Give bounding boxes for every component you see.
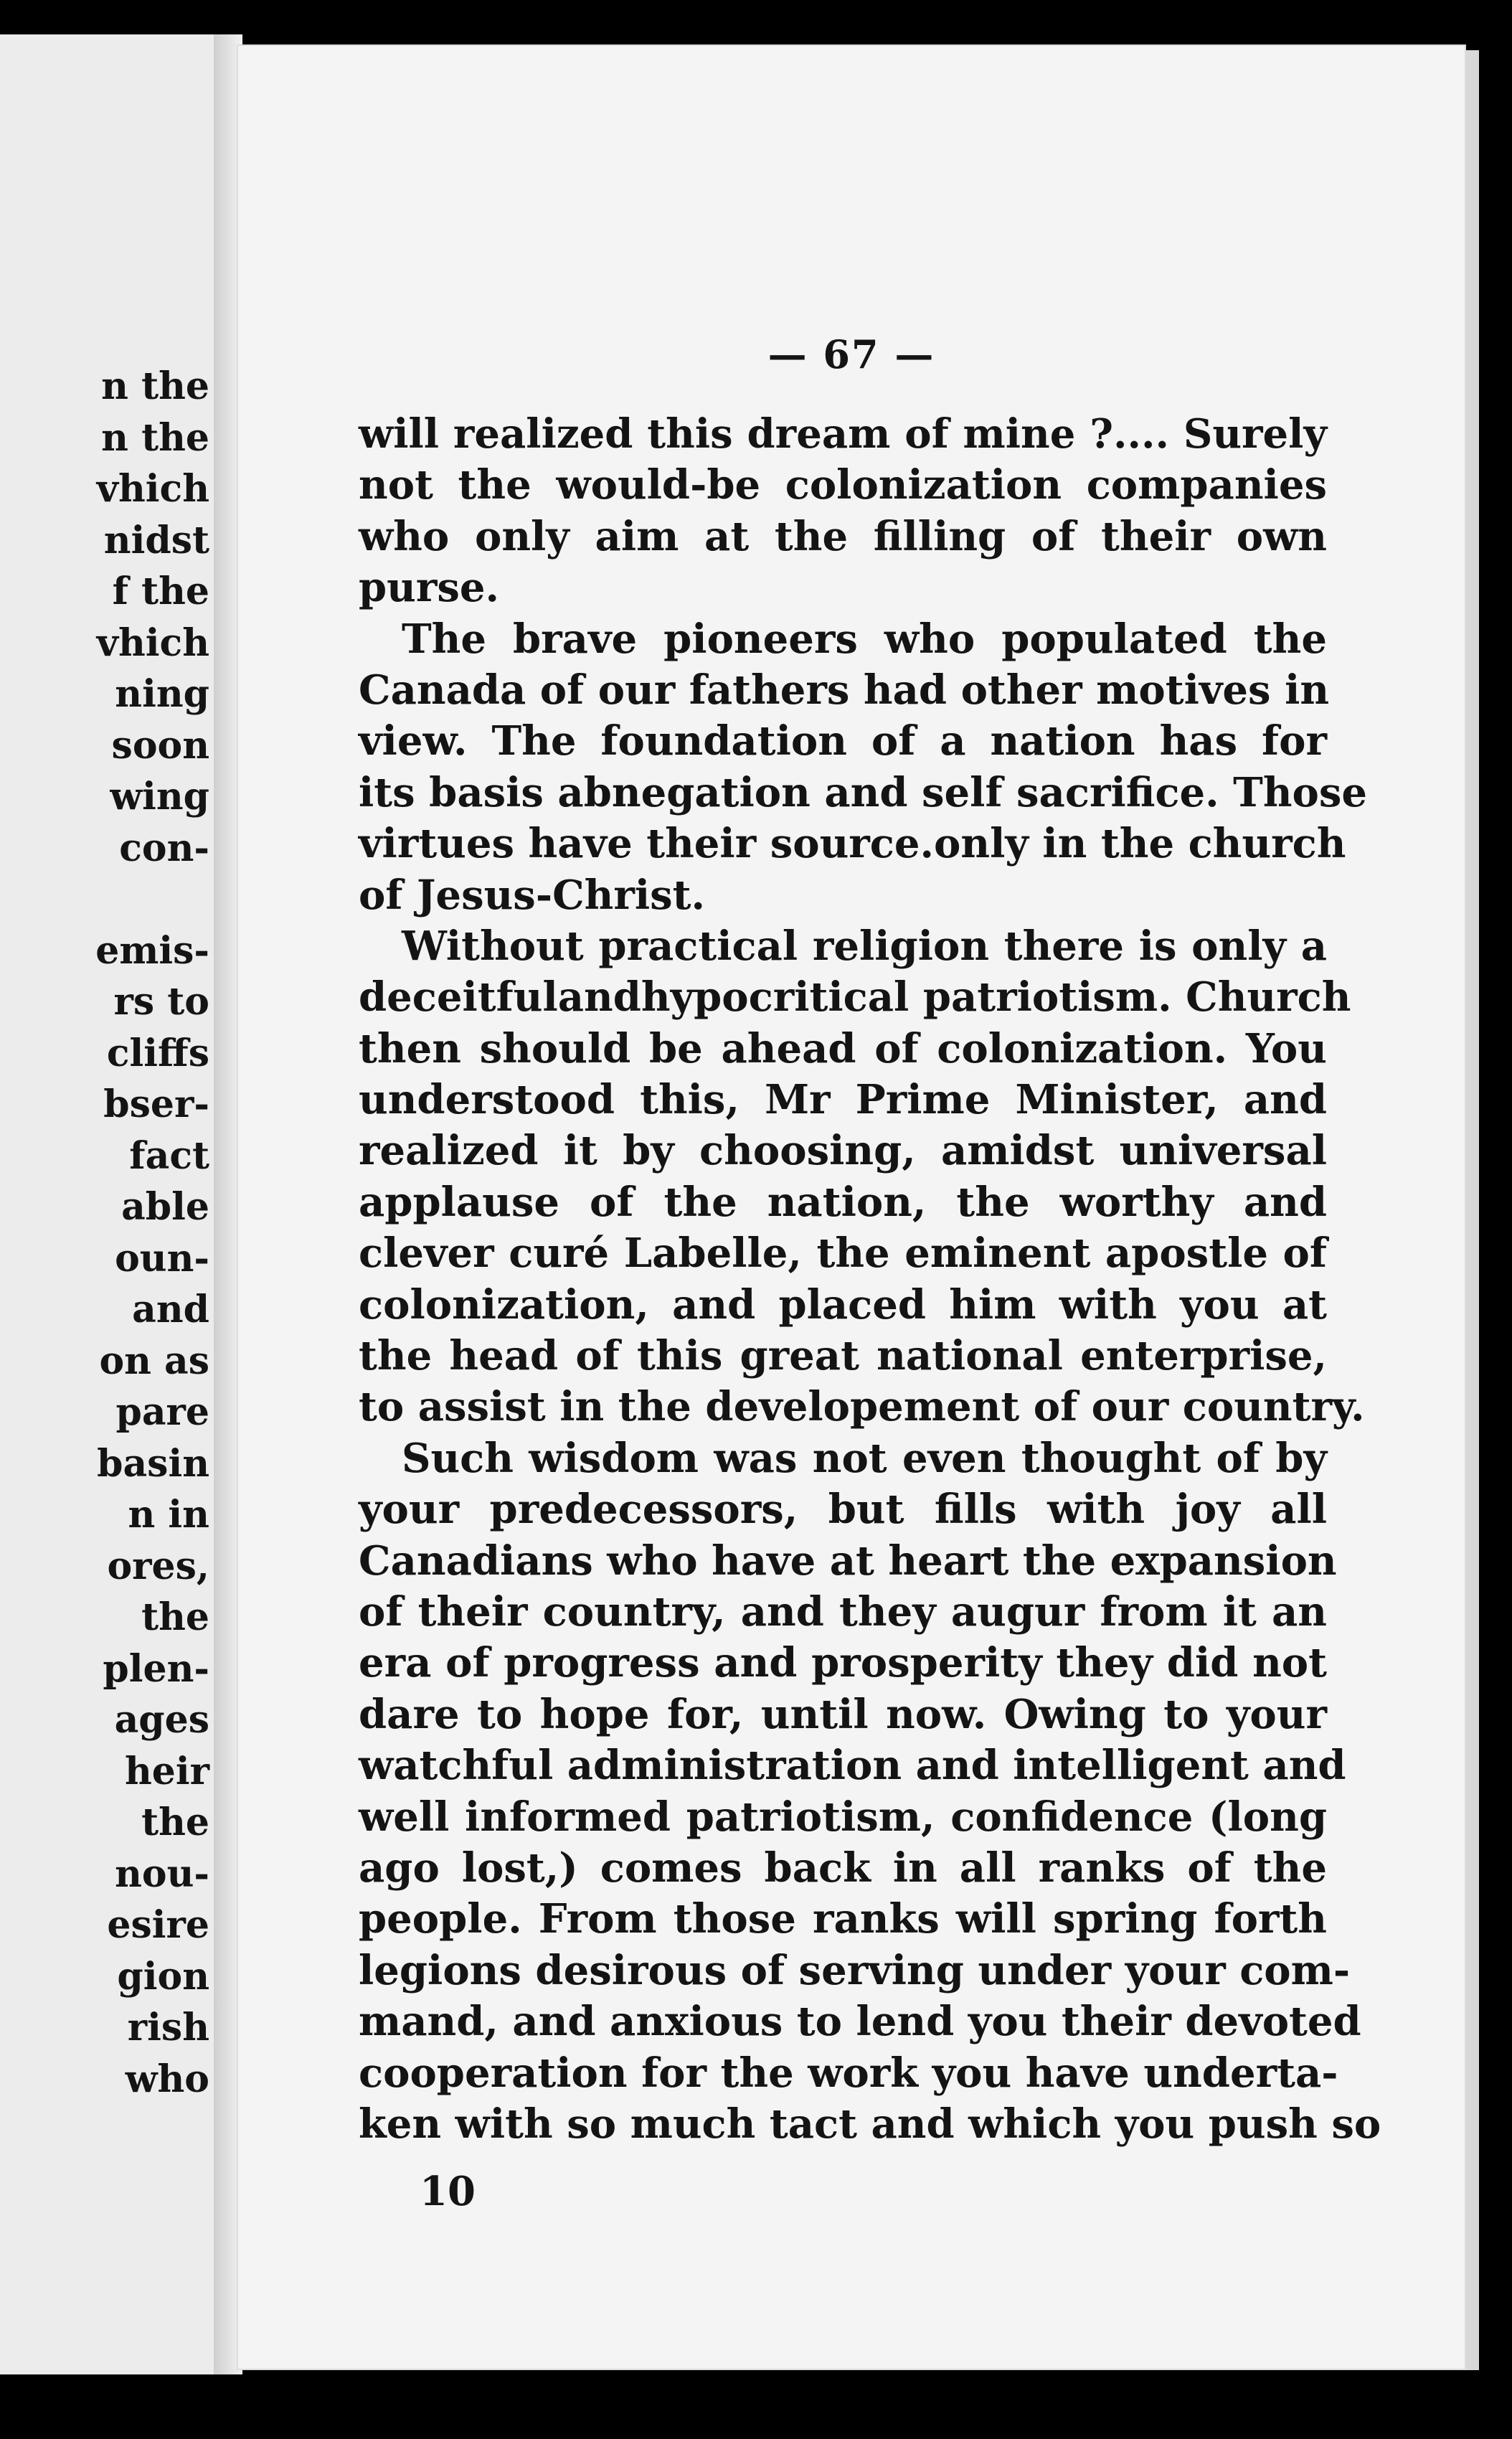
previous-page-line: wing bbox=[110, 775, 209, 818]
previous-page-line: basin bbox=[97, 1441, 209, 1486]
text-line: well informed patriotism, confidence (long bbox=[359, 1793, 1327, 1841]
previous-page-line: plen- bbox=[103, 1646, 209, 1691]
previous-page-line: esire bbox=[107, 1903, 209, 1947]
text-line: mand, and anxious to lend you their devoted bbox=[359, 1998, 1361, 2046]
previous-page-line: nou- bbox=[115, 1851, 209, 1896]
text-line: its basis abnegation and self sacrifice. Those bbox=[359, 768, 1368, 816]
text-line: your predecessors, but fills with joy all bbox=[359, 1486, 1327, 1534]
text-line: people. From those ranks will spring forth bbox=[359, 1895, 1327, 1943]
text-line: applause of the nation, the worthy and bbox=[359, 1178, 1327, 1226]
current-page bbox=[237, 44, 1466, 2370]
text-line: virtues have their source.only in the church bbox=[359, 820, 1346, 868]
previous-page-line: heir bbox=[124, 1749, 209, 1793]
text-line: Such wisdom was not even thought of by bbox=[402, 1434, 1327, 1482]
text-line: to assist in the developement of our country. bbox=[359, 1383, 1365, 1431]
text-line: Without practical religion there is only a bbox=[402, 922, 1327, 970]
previous-page-line: f the bbox=[112, 570, 209, 613]
page-number: — 67 — bbox=[767, 331, 935, 377]
text-line: colonization, and placed him with you at bbox=[359, 1280, 1327, 1329]
previous-page-line: n in bbox=[128, 1493, 209, 1537]
previous-page-line: who bbox=[125, 2057, 209, 2101]
previous-page-line: n the bbox=[101, 415, 209, 460]
previous-page-line: ning bbox=[115, 672, 209, 716]
text-line: the head of this great national enterprise, bbox=[359, 1332, 1327, 1380]
previous-page-line: gion bbox=[117, 1954, 209, 1999]
previous-page-line: fact bbox=[129, 1133, 209, 1178]
previous-page-text-fragments bbox=[0, 361, 209, 2105]
text-line: dare to hope for, until now. Owing to your bbox=[359, 1690, 1327, 1738]
text-line: not the would-be colonization companies bbox=[359, 461, 1327, 509]
text-line: ken with so much tact and which you push so bbox=[359, 2100, 1381, 2148]
previous-page-line: able bbox=[121, 1185, 209, 1229]
previous-page-line: and bbox=[132, 1288, 209, 1331]
page-edge bbox=[1466, 50, 1479, 2370]
previous-page-line: ages bbox=[114, 1698, 209, 1742]
previous-page-line: emis- bbox=[95, 928, 209, 973]
previous-page-line: bser- bbox=[103, 1082, 209, 1126]
text-line: then should be ahead of colonization. You bbox=[359, 1024, 1327, 1072]
previous-page bbox=[0, 34, 214, 2374]
previous-page-line: nidst bbox=[103, 518, 209, 562]
text-line: who only aim at the filling of their own bbox=[359, 512, 1327, 560]
text-line: of Jesus-Christ. bbox=[359, 871, 706, 919]
text-line: The brave pioneers who populated the bbox=[402, 615, 1327, 663]
previous-page-line: con- bbox=[119, 826, 209, 870]
previous-page-line: rish bbox=[127, 2006, 209, 2049]
previous-page-line: the bbox=[141, 1801, 209, 1844]
previous-page-line bbox=[0, 874, 209, 925]
previous-page-line: on as bbox=[99, 1339, 209, 1383]
text-line: of their country, and they augur from it an bbox=[359, 1588, 1327, 1636]
text-line: clever curé Labelle, the eminent apostle of bbox=[359, 1230, 1327, 1278]
text-line: Canada of our fathers had other motives in bbox=[359, 666, 1330, 714]
text-line: understood this, Mr Prime Minister, and bbox=[359, 1076, 1327, 1124]
text-line: will realized this dream of mine ?.... Surely bbox=[359, 410, 1327, 458]
text-line: purse. bbox=[359, 564, 500, 612]
text-line: watchful administration and intelligent and bbox=[359, 1742, 1346, 1790]
text-line: realized it by choosing, amidst universal bbox=[359, 1127, 1327, 1175]
signature-mark: 10 bbox=[420, 2168, 476, 2215]
previous-page-line: cliffs bbox=[106, 1031, 209, 1075]
previous-page-line: soon bbox=[111, 723, 209, 768]
text-line: era of progress and prosperity they did not bbox=[359, 1639, 1327, 1687]
text-line: cooperation for the work you have underta- bbox=[359, 2049, 1338, 2097]
text-line: Canadians who have at heart the expansion bbox=[359, 1537, 1337, 1585]
previous-page-line: vhich bbox=[96, 467, 209, 511]
previous-page-line: vhich bbox=[96, 621, 209, 665]
text-line: ago lost,) comes back in all ranks of the bbox=[359, 1844, 1327, 1892]
previous-page-line: the bbox=[141, 1595, 209, 1639]
text-line: legions desirous of serving under your com- bbox=[359, 1946, 1351, 1994]
text-line: view. The foundation of a nation has for bbox=[359, 717, 1327, 765]
previous-page-line: ores, bbox=[107, 1544, 209, 1588]
page-body-text bbox=[359, 409, 1381, 2150]
text-line: deceitfulandhypocritical patriotism. Church bbox=[359, 973, 1351, 1022]
previous-page-line: oun- bbox=[115, 1236, 209, 1280]
previous-page-line: rs to bbox=[113, 980, 209, 1024]
previous-page-line: n the bbox=[101, 364, 209, 408]
previous-page-line: pare bbox=[115, 1390, 209, 1434]
